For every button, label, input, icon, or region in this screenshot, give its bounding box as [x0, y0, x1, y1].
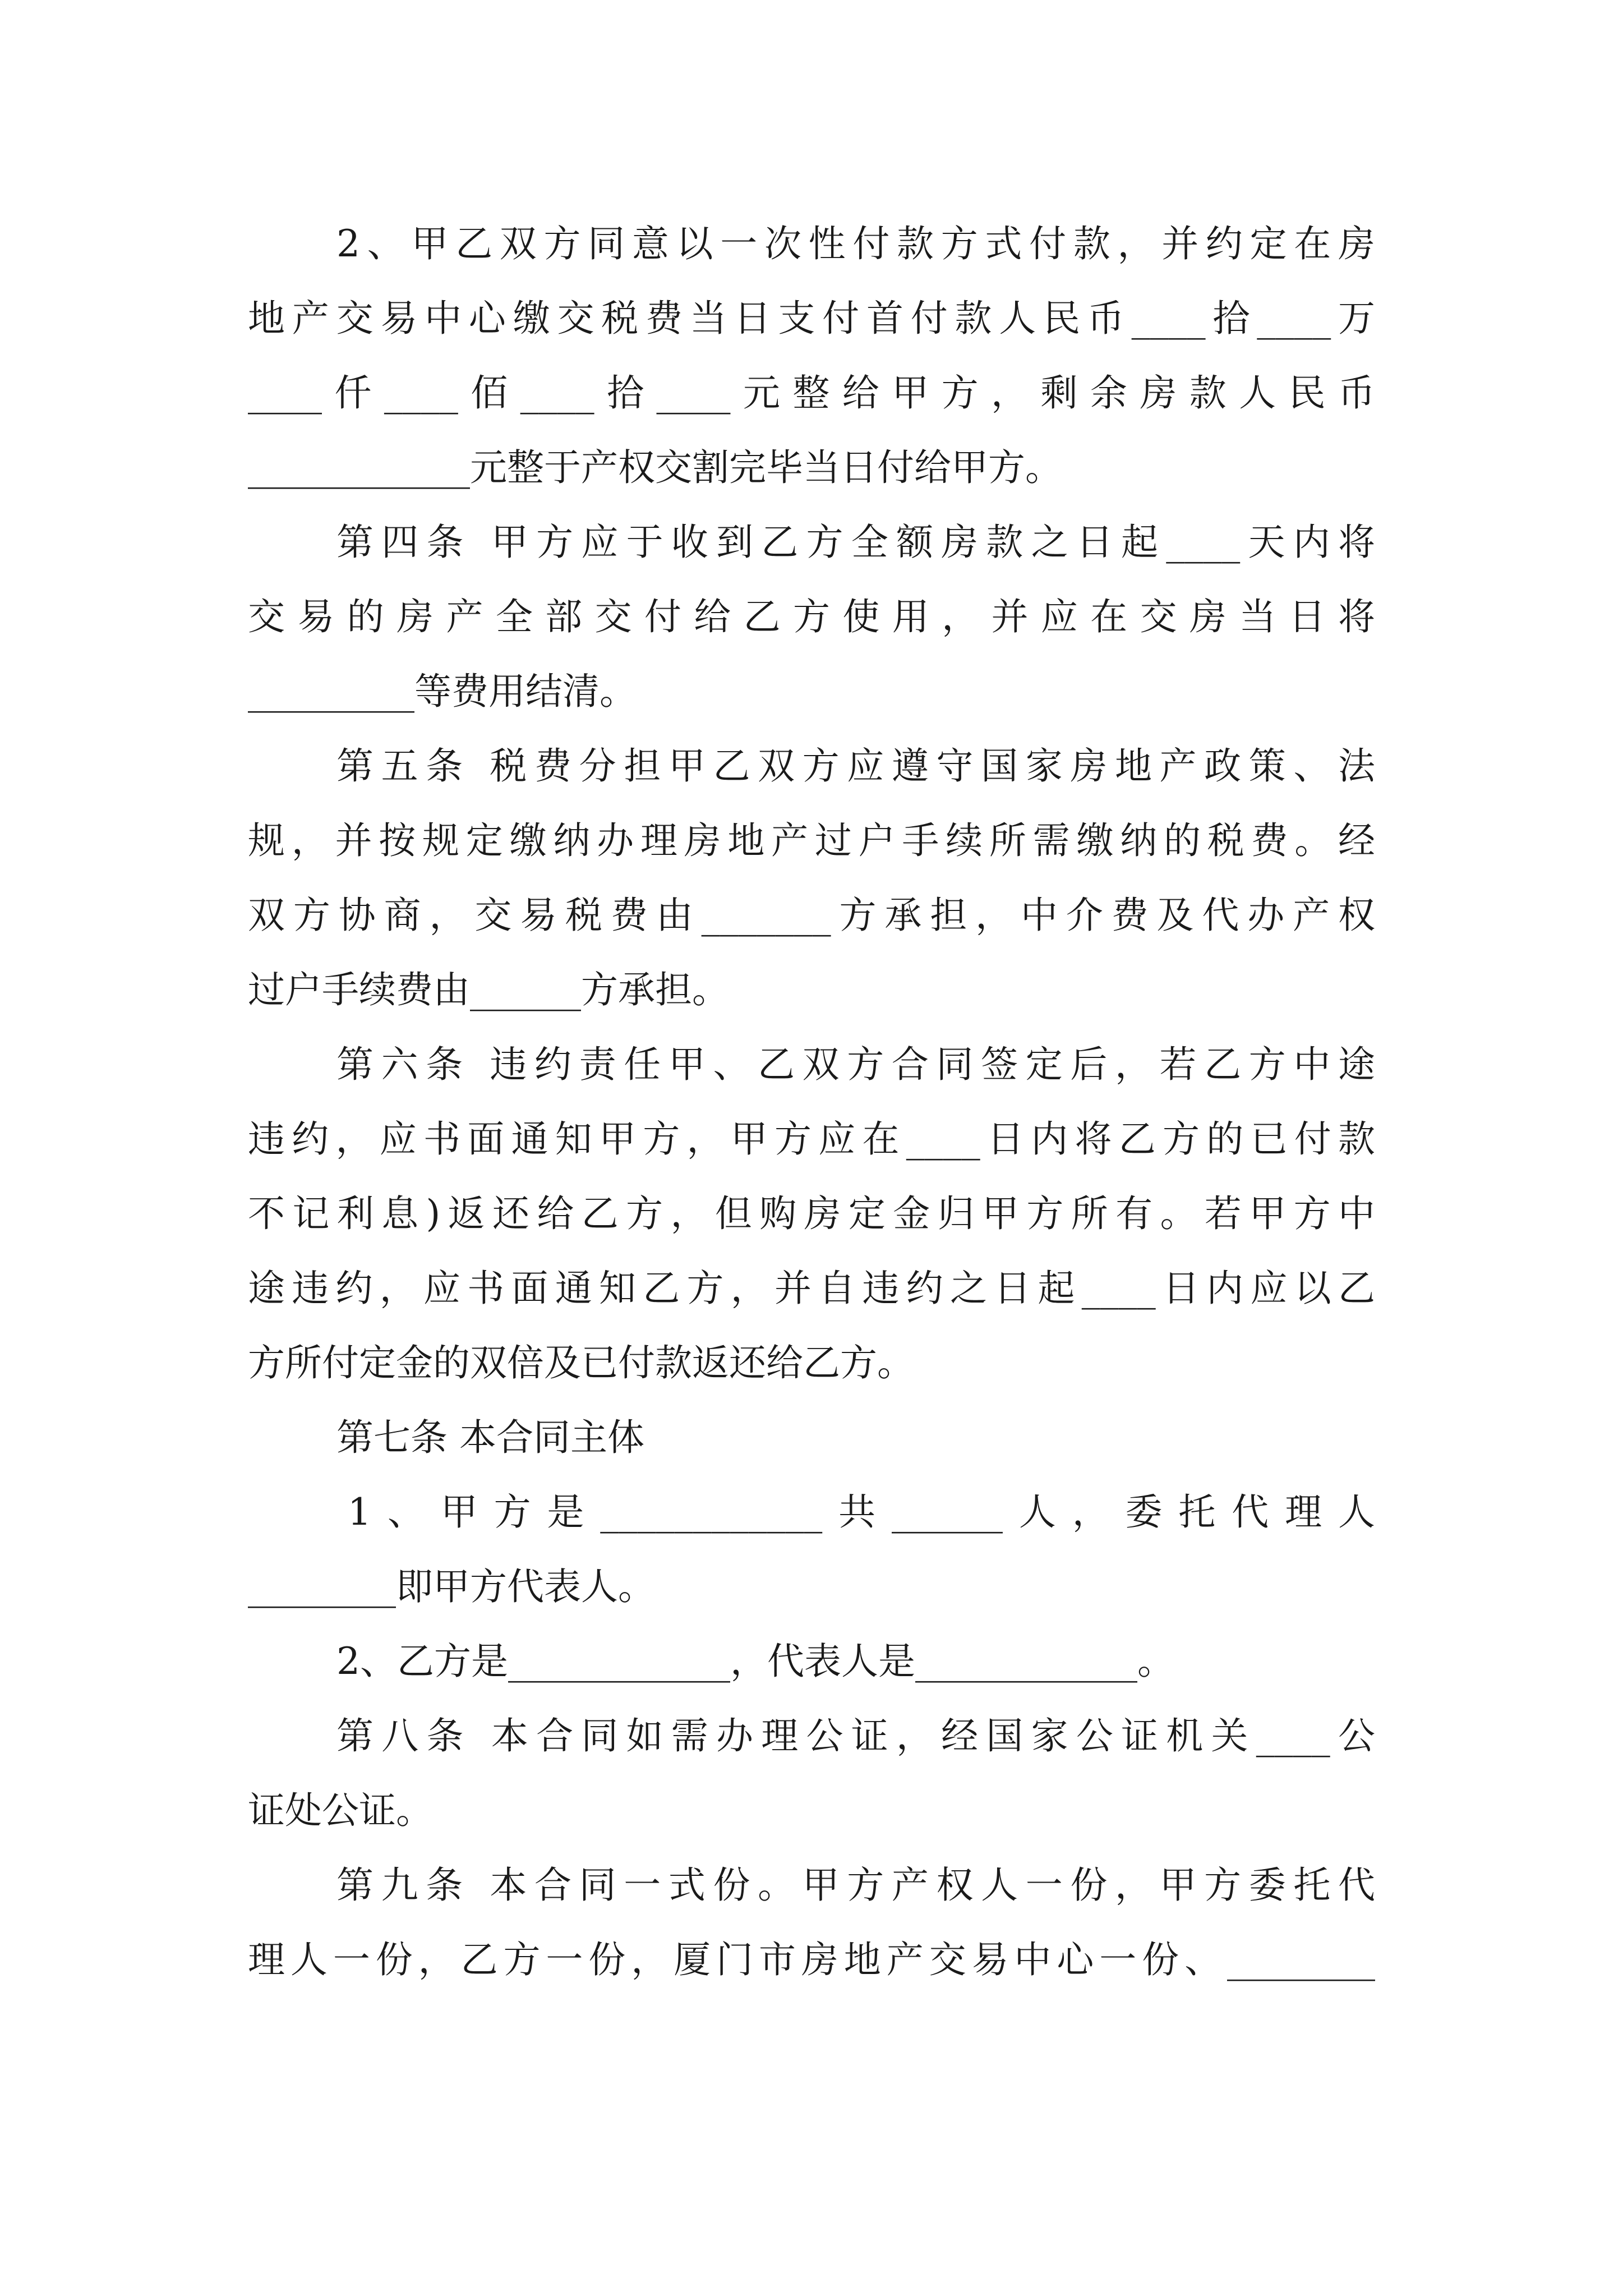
paragraph-line: 双方协商，交易税费由_______方承担，中介费及代办产权	[248, 894, 1375, 937]
paragraph-line: 违约，应书面通知甲方，甲方应在____日内将乙方的已付款	[248, 1117, 1375, 1161]
paragraph-line: 第四条 甲方应于收到乙方全额房款之日起____天内将	[336, 521, 1375, 564]
paragraph-line: 2、乙方是____________，代表人是____________。	[336, 1640, 1174, 1683]
paragraph-line: 不记利息)返还给乙方，但购房定金归甲方所有。若甲方中	[248, 1192, 1375, 1235]
paragraph-line: 第九条 本合同一式份。甲方产权人一份，甲方委托代	[336, 1864, 1375, 1907]
paragraph-line: 途违约，应书面通知乙方，并自违约之日起____日内应以乙	[248, 1267, 1375, 1310]
paragraph-line: ____仟____佰____拾____元整给甲方，剩余房款人民币	[248, 371, 1375, 415]
paragraph-line: 地产交易中心缴交税费当日支付首付款人民币____拾____万	[248, 297, 1375, 340]
paragraph-line: 2、甲乙双方同意以一次性付款方式付款，并约定在房	[336, 222, 1375, 265]
paragraph-line: 方所付定金的双倍及已付款返还给乙方。	[248, 1341, 914, 1384]
paragraph-line: 证处公证。	[248, 1789, 433, 1832]
paragraph-line: 理人一份，乙方一份，厦门市房地产交易中心一份、________	[248, 1938, 1375, 1981]
paragraph-line: 第六条 违约责任甲、乙双方合同签定后，若乙方中途	[336, 1043, 1375, 1086]
paragraph-line: 第五条 税费分担甲乙双方应遵守国家房地产政策、法	[336, 744, 1375, 788]
paragraph-line: ________即甲方代表人。	[248, 1565, 655, 1608]
paragraph-line: 规，并按规定缴纳办理房地产过户手续所需缴纳的税费。经	[248, 819, 1375, 862]
paragraph-line: ____________元整于产权交割完毕当日付给甲方。	[248, 446, 1062, 489]
paragraph-line: _________等费用结清。	[248, 670, 637, 713]
clause-heading: 第七条 本合同主体	[336, 1416, 644, 1459]
paragraph-line: 交易的房产全部交付给乙方使用，并应在交房当日将	[248, 595, 1375, 638]
paragraph-line: 1、甲方是____________共______人，委托代理人	[348, 1490, 1375, 1534]
paragraph-line: 第八条 本合同如需办理公证，经国家公证机关____公	[336, 1714, 1375, 1757]
paragraph-line: 过户手续费由______方承担。	[248, 968, 729, 1011]
